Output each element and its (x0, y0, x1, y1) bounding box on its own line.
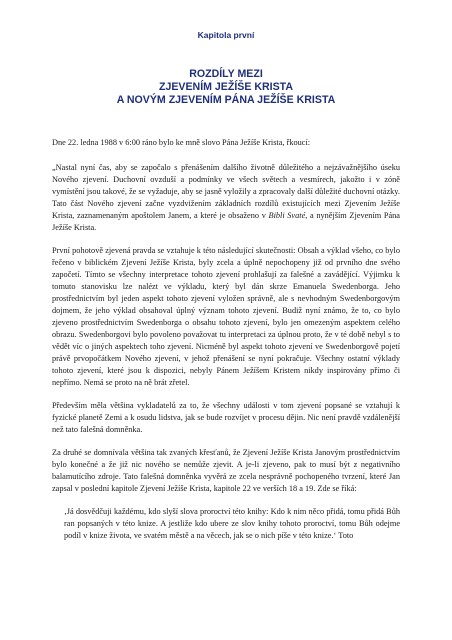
intro-line: Dne 22. ledna 1988 v 6:00 ráno bylo ke mně slovo Pána Ježíše Krista, řkoucí: (52, 138, 311, 147)
title-line-2: ZJEVENÍM JEŽÍŠE KRISTA (158, 81, 293, 93)
paragraph-2: První pohotově zjevená pravda se vztahuje k této následující skutečnosti: Obsah a výklad všeho, co bylo řečeno v biblickém Zjevení Ježíše Krista, byly zcela a úplně nepochopeny již od prvního dne svého započetí. Tímto se všechny interpretace tohoto zjevení prohlašují za falešné a zavádějící. Výjimku k tomuto stanovisku lze nalézt ve výkladu, který byl dán skrze Emanuela Swedenborga. Jeho prostřednictvím byl jeden aspekt tohoto zjevení vyložen správně, ale s nevhodným Swedenborgovým dojmem, že jeho výklad obsahoval úplný význam tohoto zjevení. Budiž nyní známo, že to, co bylo zjeveno prostřednictvím Swedenborga o obsahu tohoto zjevení, bylo jen omezeným aspektem celého obrazu. Swedenborgovi bylo povoleno považovat tu interpretaci za úplnou proto, že v té době nebyl s to vědět víc o jiných aspektech toho zjevení. Nicméně byl aspekt tohoto zjevení ve Swedenborgově pojetí právě prvopočátkem Nového zjevení, v jehož přenášení se nyní pokračuje. Všechny ostatní výklady tohoto zjevení, které jsou k dispozici, nebyly Pánem Ježíšem Kristem nikdy inspirovány přímo či nepřímo. Nemá se proto na ně brát zřetel. (52, 246, 400, 387)
paragraph-1 (52, 162, 400, 234)
paragraph-4: Za druhé se domnívala většina tak zvaných křesťanů, že Zjevení Ježíše Krista Janovým prostřednictvím bylo konečné a že již nic nového se nemůže zjevit. A je-li zjeveno, pak to musí být z negativního balamutícího zdroje. Tato falešná domněnka vyvěrá ze zcela nesprávně pochopeného tvrzení, které Jan zapsal v poslední kapitole Zjevení Ježíše Krista, kapitole 22 ve verších 18 a 19. Zde se říká: (52, 448, 400, 493)
paragraph-1-italic: Bibli Svaté (268, 211, 306, 220)
chapter-title (52, 68, 400, 107)
paragraph-1-part-2: , a nynějším Zjevením Pána Ježíše Krista. (52, 211, 400, 232)
bible-quote: ‚Já dosvědčuji každému, kdo slyší slova proroctví této knihy: Kdo k nim něco přidá, tomu přidá Bůh ran popsaných v této knize. A jestliže kdo ubere ze slov knihy tohoto proroctví, tomu Bůh odejme podíl v knize života, ve svatém městě a na věcech, jak se o nich píše v této knize.‘ Toto (64, 507, 400, 540)
paragraph-1-part-1: „Nastal nyní čas, aby se započalo s přenášením dalšího životně důležitého a nejzávažnějšího úseku Nového zjevení. Duchovní ovzduší a podmínky ve všech světech a vesmírech, jakožto i v zóně vymístění jsou takové, že se vyžaduje, aby se jasně vyložily a zpracovaly další důležité duchovní otázky. Tato část Nového zjevení začne vyzdvižením základních rozdílů existujících mezi Zjevením Ježíše Krista, zaznamenaným apoštolem Janem, a které je obsaženo v (52, 163, 400, 220)
paragraph-3: Především měla většina vykladatelů za to, že všechny události v tom zjevení popsané se vztahují k fyzické planetě Zemi a k osudu lidstva, jak se bude rozvíjet v procesu dějin. Nic není pravdě vzdálenější než tato falešná domněnka. (52, 401, 400, 434)
title-line-1: ROZDÍLY MEZI (189, 68, 263, 80)
title-line-3: A NOVÝM ZJEVENÍM PÁNA JEŽÍŠE KRISTA (116, 94, 336, 106)
chapter-heading: Kapitola první (197, 30, 255, 40)
